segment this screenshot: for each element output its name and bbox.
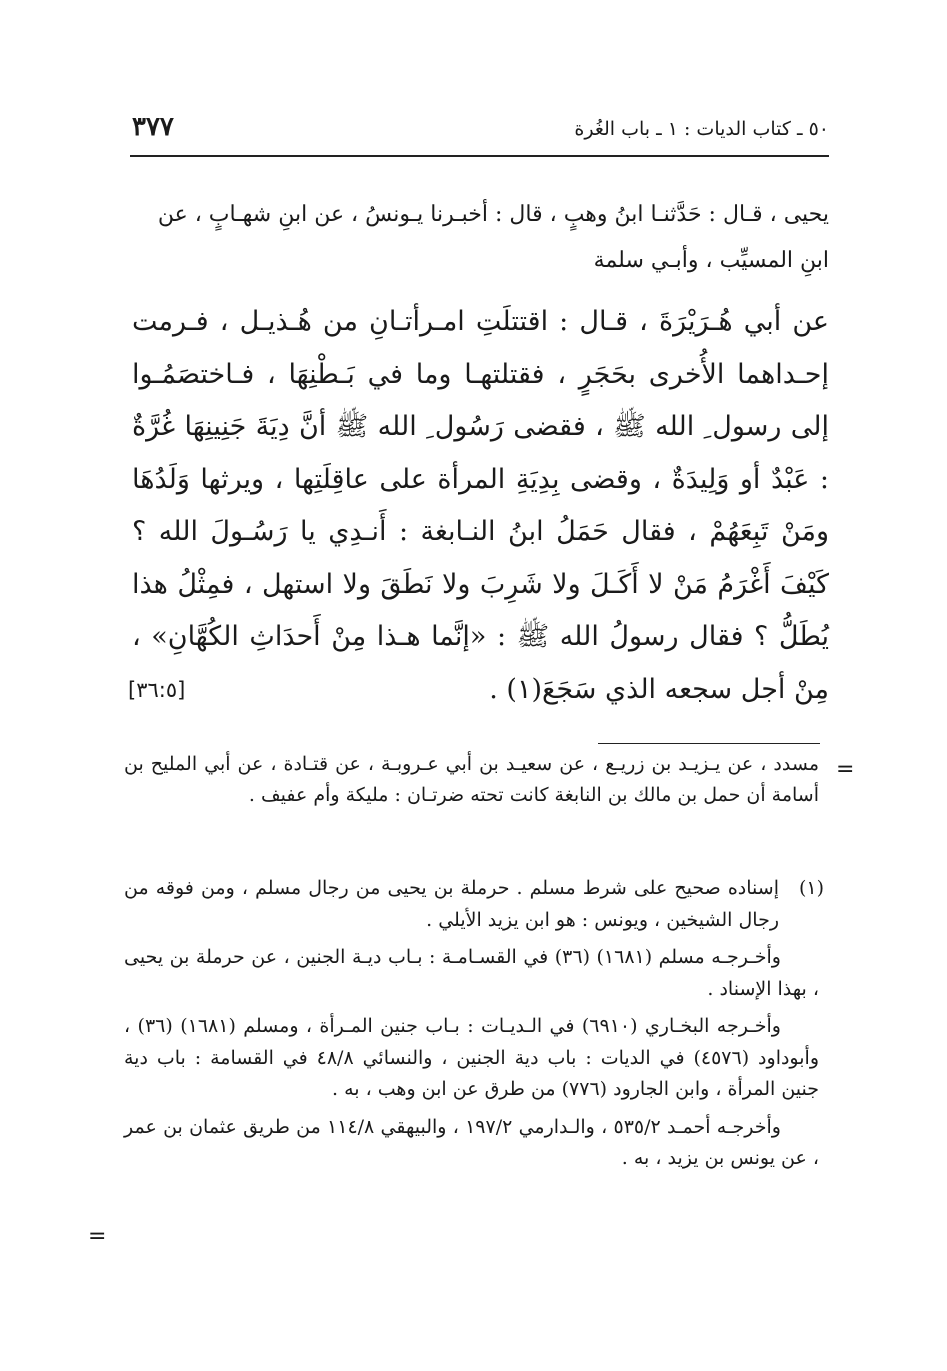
footnote-1 [124, 873, 819, 1181]
header-rule [130, 155, 829, 157]
chapter-title: ٥٠ ـ كتاب الديات : ١ ـ باب الغُرة [574, 118, 829, 140]
running-header [130, 112, 829, 152]
reference-number: [٣٦:٥] [128, 678, 186, 702]
footnote-paragraph: إسناده صحيح على شرط مسلم . حرملة بن يحيى من رجال مسلم ، ومن فوقه من رجال الشيخين ، ويونس : هو ابن يزيد الأيلي . [124, 877, 779, 931]
page-number: ٣٧٧ [132, 112, 174, 142]
hadith-text: عن أبي هُـرَيْرَةَ ، قـال : اقتتلَتِ امـرأتـانِ من هُـذيـل ، فـرمت إحـداهما الأُخرى بحَجَرٍ ، فقتلتهـا وما في بَـطْنِهَا ، فـاختصَمُـوا إلى رسول ِ الله ﷺ ، فقضى رَسُول ِ الله ﷺ أنَّ دِيَةَ جَنِينِهَا غُرَّةٌ : عَبْدٌ أو وَلِيدَةٌ ، وقضى بِدِيَةِ المرأة على عاقِلَتِها ، ويرثها وَلَدُهَا ومَنْ تَبِعَهُمْ ، فقال حَمَلُ ابنُ النـابغة : أَنـدِي يا رَسُـولَ الله ؟ كَيْفَ أَغْرَمُ مَنْ لا أَكَـلَ ولا شَرِبَ ولا نَطَقَ ولا استهل ، فمِثْلُ هذا يُطَلُّ ؟ فقال رسولُ الله ﷺ : «إنَّما هـذا مِنْ أَحدَاثِ الكُهَّانِ» ، مِنْ أجل سجعه الذي سَجَعَ(١) . [132, 306, 829, 705]
isnad-text: يحيى ، قـال : حَدَّثنـا ابنُ وهبٍ ، قال : أخبـرنا يـونسُ ، عن ابنِ شهـابٍ ، عن ابنِ المسيِّب ، وأبـي سلمة [157, 202, 829, 273]
footnote-number: (١) [798, 877, 824, 899]
continuation-marker-bottom: = [88, 1224, 107, 1249]
continuation-marker-top: = [836, 757, 855, 782]
footnote-continuation: مسدد ، عن يـزيـد بن زريـع ، عن سعيـد بن أبي عـروبـة ، عن قتـادة ، عن أبي المليح بن أسامة أن حمل بن مالك بن النابغة كانت تحته ضرتـان : مليكة وأم عفيف . [124, 753, 819, 806]
footnote-separator [598, 743, 820, 744]
footnote-paragraph: وأخـرجـه مسلم (١٦٨١) (٣٦) في القسـامـة : بـاب ديـة الجنين ، عن حرملة بن يحيى ، بهذا الإسناد . [124, 946, 819, 1000]
footnote-paragraph: وأخـرجه البخـاري (٦٩١٠) في الـديـات : بـاب جنين المـرأة ، ومسلم (١٦٨١) (٣٦) ، وأبوداود (٤٥٧٦) في الديات : باب دية الجنين ، والنسائي ٤٨/٨ في القسامة : باب دية جنين المرأة ، وابن الجارود (٧٧٦) من طرق عن ابن وهب ، به . [124, 1015, 819, 1100]
footnote-paragraph: وأخرجـه أحمـد ٥٣٥/٢ ، والـدارمي ١٩٧/٢ ، والبيهقي ١١٤/٨ من طريق عثمان بن عمر ، عن يونس بن يزيد ، به . [124, 1115, 819, 1169]
